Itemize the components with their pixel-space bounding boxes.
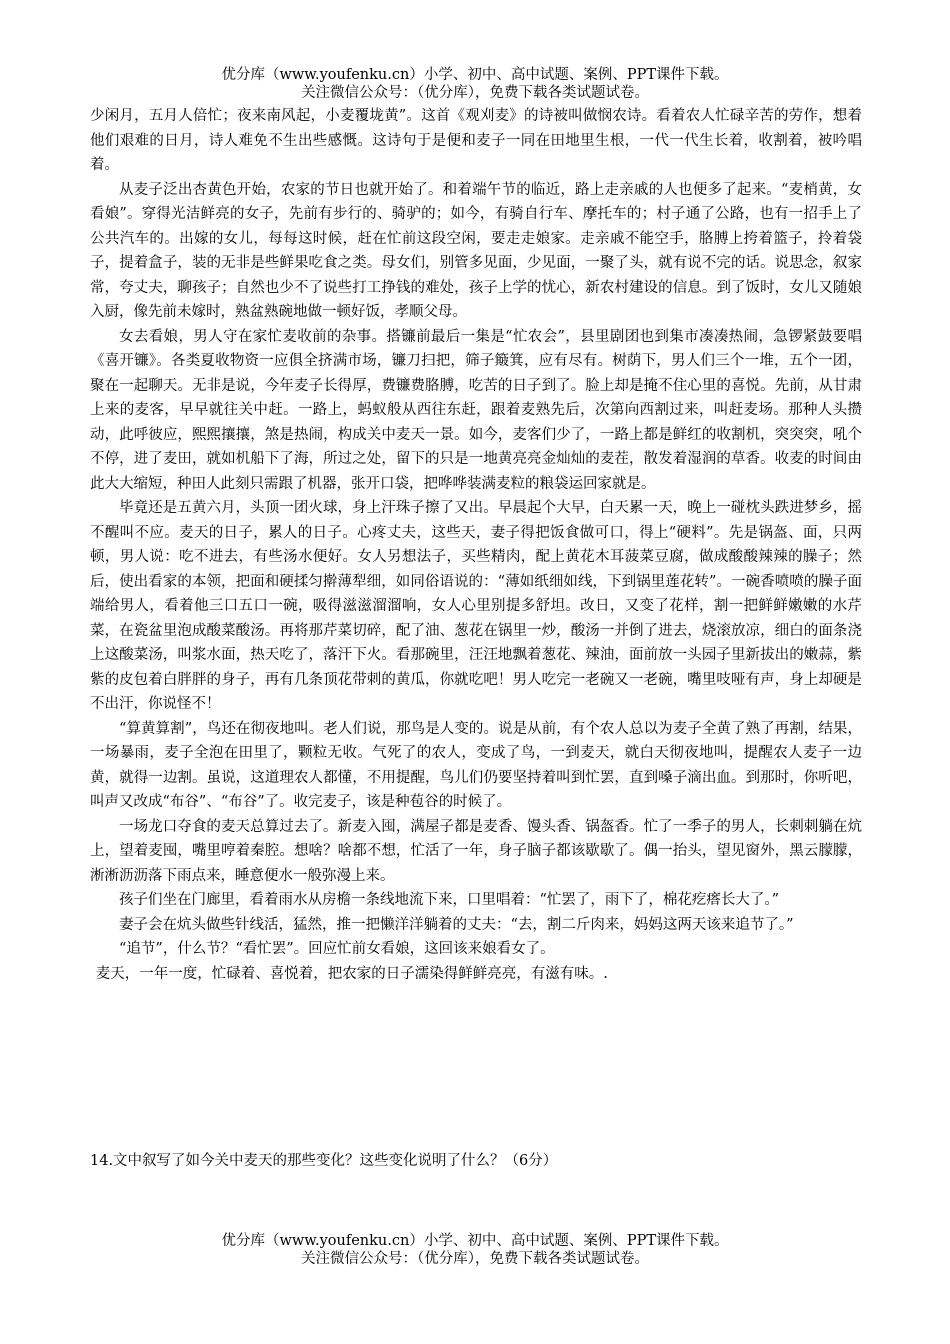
paragraph-7: 孩子们坐在门廊里，看着雨水从房檐一条线地流下来，口里唱着：“忙罢了，雨下了，棉花疙瘩长大了。” xyxy=(119,892,780,908)
footer-line-1: 优分库（www.youfenku.cn）小学、初中、高中试题、案例、PPT课件下载。 xyxy=(221,1233,729,1249)
footer-line-2: 关注微信公众号：（优分库），免费下载各类试题试卷。 xyxy=(301,1251,649,1267)
paragraph-8: 妻子会在炕头做些针线活，猛然，推一把懒洋洋躺着的丈夫：“去，割二斤肉来，妈妈这两天该来追节了。” xyxy=(119,916,794,933)
header-line-1: 优分库（www.youfenku.cn）小学、初中、高中试题、案例、PPT课件下载。 xyxy=(221,67,729,83)
page-footer xyxy=(0,1232,950,1268)
article-body xyxy=(90,104,862,986)
question-14: 14.文中叙写了如今关中麦天的那些变化？这些变化说明了什么？（6分） xyxy=(90,1153,558,1169)
paragraph-5: “算黄算割”，鸟还在彻夜地叫。老人们说，那鸟是人变的。说是从前，有个农人总以为麦子全黄了熟了再割，结果，一场暴雨，麦子全泡在田里了，颗粒无收。气死了的农人，变成了鸟，一到麦天，就白天彻夜地叫，提醒农人麦子一边黄，就得一边割。虽说，这道理农人都懂，不用提醒，鸟儿们仍要坚持着叫到忙罢，直到嗓子滴出血。到那时，你听吧，叫声又改成“布谷”、“布谷”了。收完麦子，该是种苞谷的时候了。 xyxy=(90,720,862,810)
paragraph-6: 一场龙口夺食的麦天总算过去了。新麦入囤，满屋子都是麦香、馒头香、锅盔香。忙了一季子的男人，长刺刺躺在炕上，望着麦囤，嘴里哼着秦腔。想啥？啥都不想，忙活了一年，身子脑子都该歇歇了。偶一抬头，望见窗外，黑云朦朦，淅淅沥沥落下雨点来，睡意便水一般弥漫上来。 xyxy=(90,818,862,884)
paragraph-10: 麦天，一年一度，忙碌着、喜悦着，把农家的日子濡染得鲜鲜亮亮，有滋有味。. xyxy=(95,965,608,982)
paragraph-1: 少闲月，五月人倍忙；夜来南风起，小麦覆垅黄”。这首《观刈麦》的诗被叫做悯农诗。看着农人忙碌辛苦的劳作，想着他们艰难的日月，诗人难免不生出些感慨。这诗句于是便和麦子一同在田地里生根，一代一代生长着，收割着，被吟唱着。 xyxy=(90,108,862,173)
header-line-2: 关注微信公众号：（优分库），免费下载各类试题试卷。 xyxy=(301,85,649,101)
paragraph-3: 女去看娘，男人守在家忙麦收前的杂事。搭镰前最后一集是“忙农会”，县里剧团也到集市凑凑热闹，急锣紧鼓要唱《喜开镰》。各类夏收物资一应俱全挤满市场，镰刀扫把，筛子簸箕，应有尽有。树荫下，男人们三个一堆，五个一团，聚在一起聊天。无非是说，今年麦子长得厚，费镰费胳膊，吃苦的日子到了。脸上却是掩不住心里的喜悦。先前，从甘肃上来的麦客，早早就往关中赶。一路上，蚂蚁般从西往东赶，跟着麦熟先后，次第向西割过来，叫赶麦场。那种人头攒动，此呼彼应，熙熙攘攘，煞是热闹，构成关中麦天一景。如今，麦客们少了，一路上都是鲜红的收割机，突突突，吼个不停，进了麦田，就如机船下了海，所过之处，留下的只是一地黄亮亮金灿灿的麦茬，散发着湿润的草香。收麦的时间由此大大缩短，种田人此刻只需跟了机器，张开口袋，把哗哗装满麦粒的粮袋运回家就是。 xyxy=(90,328,862,492)
paragraph-9: “追节”，什么节？“看忙罢”。回应忙前女看娘，这回该来娘看女了。 xyxy=(119,941,555,957)
paragraph-4: 毕竟还是五黄六月，头顶一团火球，身上汗珠子擦了又出。早晨起个大早，白天累一天，晚上一碰枕头跌进梦乡，摇不醒叫不应。麦天的日子，累人的日子。心疼丈夫，这些天，妻子得把饭食做可口，得上“硬料”。先是锅盔、面，只两顿，男人说：吃不进去，有些汤水便好。女人另想法子，买些精肉，配上黄花木耳菠菜豆腐，做成酸酸辣辣的臊子；然后，使出看家的本领，把面和硬揉匀擀薄犁细，如同俗语说的：“薄如纸细如线，下到锅里莲花转”。一碗香喷喷的臊子面端给男人，看着他三口五口一碗，吸得滋滋溜溜响，女人心里别提多舒坦。改日，又变了花样，割一把鲜鲜嫩嫩的水芹菜，在瓷盆里泡成酸菜酸汤。再将那芹菜切碎，配了油、葱花在锅里一炒，酸汤一并倒了进去，烧滚放凉，细白的面条浇上这酸菜汤，叫浆水面，热天吃了，落汗下火。看那碗里，汪汪地飘着葱花、辣油，面前放一头园子里新拔出的嫩蒜，紫紫的皮包着白胖胖的身子，再有几条顶花带刺的黄瓜，你就吃吧！男人吃完一老碗又一老碗，嘴里吱哑有声，身上却硬是不出汗，你说怪不！ xyxy=(90,500,862,712)
paragraph-2: 从麦子泛出杏黄色开始，农家的节日也就开始了。和着端午节的临近，路上走亲戚的人也便多了起来。“麦梢黄，女看娘”。穿得光洁鲜亮的女子，先前有步行的、骑驴的；如今，有骑自行车、摩托车的；村子通了公路，也有一招手上了公共汽车的。出嫁的女儿，每每这时候，赶在忙前这段空闲，要走走娘家。走亲戚不能空手，胳膊上挎着篮子，拎着袋子，提着盒子，装的无非是些鲜果吃食之类。母女们，别管多见面，少见面，一聚了头，就有说不完的话。说思念，叙家常，夸丈夫，聊孩子；自然也少不了说些打工挣钱的难处，孩子上学的忧心，新农村建设的信息。到了饭时，女儿又随娘入厨，像先前未嫁时，熟盆熟碗地做一顿好饭，孝顺父母。 xyxy=(90,181,862,320)
page-header xyxy=(0,66,950,102)
